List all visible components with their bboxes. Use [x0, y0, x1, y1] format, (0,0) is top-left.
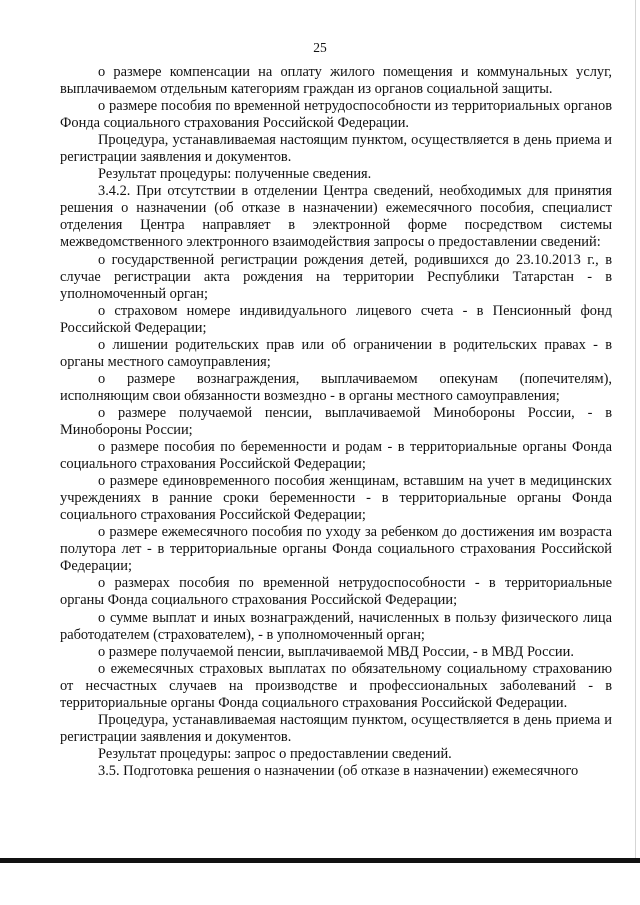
paragraph: о размере ежемесячного пособия по уходу за ребенком до достижения им возраста полутора лет - в территориальные органы Фонда социального страхования Российской Федерации; [60, 524, 612, 575]
paragraph: о размере получаемой пенсии, выплачиваемой МВД России, - в МВД России. [98, 643, 574, 660]
paragraph: о ежемесячных страховых выплатах по обязательному социальному страхованию от несчастных случаев на производстве и профессиональных заболеваний - в территориальные органы Фонда социального страхования Российской Федерации. [60, 660, 612, 711]
paragraph: о размере пособия по временной нетрудоспособности из территориальных органов Фонда социального страхования Российской Федерации. [60, 98, 612, 132]
paragraph: Процедура, устанавливаемая настоящим пунктом, осуществляется в день приема и регистрации заявления и документов. [60, 132, 612, 166]
page-edge-line [635, 0, 636, 858]
paragraph: о размере пособия по беременности и родам - в территориальные органы Фонда социального страхования Российской Федерации; [60, 439, 612, 473]
paragraph: о размере получаемой пенсии, выплачиваемой Минобороны России, - в Минобороны России; [60, 404, 612, 438]
paragraph: о лишении родительских прав или об ограничении в родительских правах - в органы местного самоуправления; [60, 336, 612, 370]
paragraph: о государственной регистрации рождения детей, родившихся до 23.10.2013 г., в случае регистрации акта рождения на территории Республики Татарстан - в уполномоченный орган; [60, 251, 612, 302]
page-number: 25 [313, 40, 327, 55]
paragraph: 3.4.2. При отсутствии в отделении Центра сведений, необходимых для принятия решения о назначении (об отказе в назначении) ежемесячного пособия, специалист отделения Центра направляет в электронной форме посредством системы межведомственного электронного взаимодействия запросы о предоставлении сведений: [60, 183, 612, 251]
paragraph: о размерах пособия по временной нетрудоспособности - в территориальные органы Фонда социального страхования Российской Федерации; [60, 575, 612, 609]
paragraph: о размере единовременного пособия женщинам, вставшим на учет в медицинских учреждениях в ранние сроки беременности - в территориальные органы Фонда социального страхования Российской Федерации; [60, 473, 612, 524]
paragraph: Результат процедуры: запрос о предоставлении сведений. [98, 745, 452, 762]
paragraph: о сумме выплат и иных вознаграждений, начисленных в пользу физического лица работодателем (страхователем), - в уполномоченный орган; [60, 609, 612, 643]
paragraph: о размере вознаграждения, выплачиваемом опекунам (попечителям), исполняющим свои обязанности возмездно - в органы местного самоуправления; [60, 370, 612, 404]
paragraph: о страховом номере индивидуального лицевого счета - в Пенсионный фонд Российской Федерации; [60, 302, 612, 336]
paragraph: Результат процедуры: полученные сведения. [98, 166, 372, 183]
scan-bottom-border [0, 858, 640, 863]
document-body [60, 64, 612, 780]
paragraph: о размере компенсации на оплату жилого помещения и коммунальных услуг, выплачиваемом отдельным категориям граждан из органов социальной защиты. [60, 64, 612, 98]
paragraph: 3.5. Подготовка решения о назначении (об отказе в назначении) ежемесячного [98, 762, 579, 779]
paragraph: Процедура, устанавливаемая настоящим пунктом, осуществляется в день приема и регистрации заявления и документов. [60, 711, 612, 745]
